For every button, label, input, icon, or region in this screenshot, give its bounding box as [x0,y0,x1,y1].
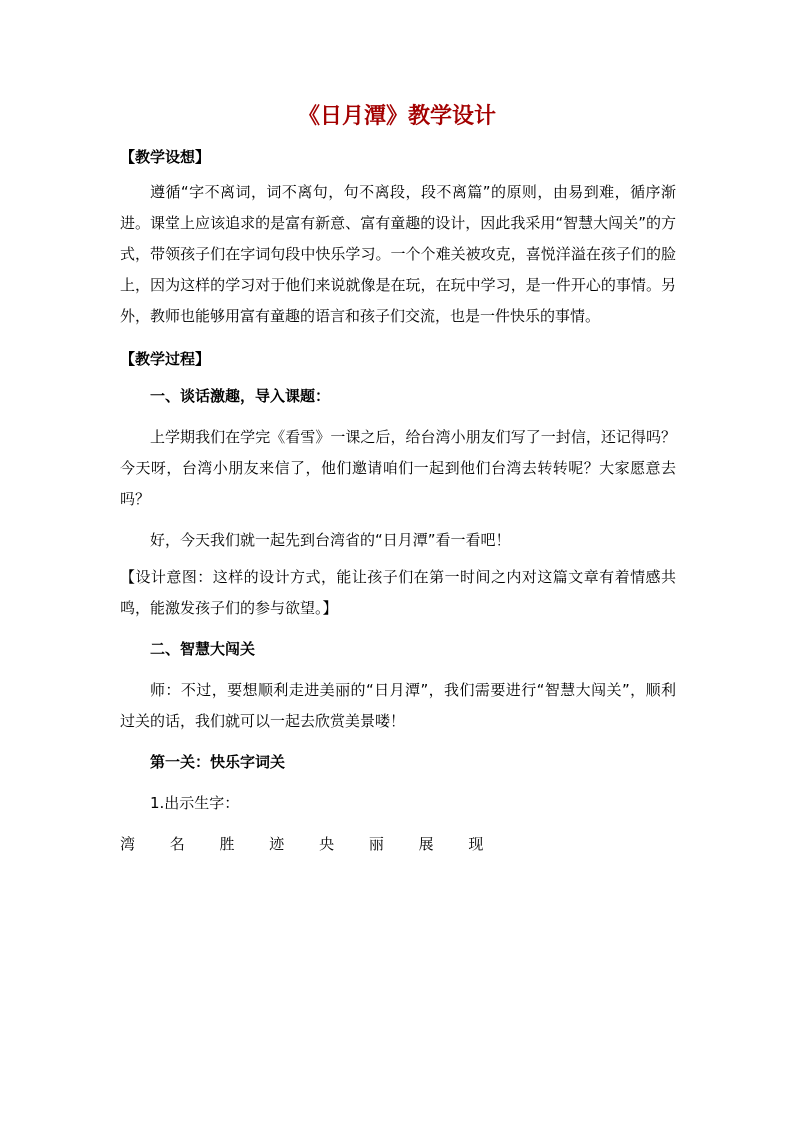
new-characters-list: 湾 名 胜 迹 央 丽 展 现 [120,835,499,853]
design-note: 【设计意图：这样的设计方式，能让孩子们在第一时间之内对这篇文章有着情感共鸣，能激发孩子们的参与欲望。】 [120,568,676,617]
paragraph-introduction-1: 上学期我们在学完《看雪》一课之后，给台湾小朋友们写了一封信，还记得吗？今天呀，台湾小朋友来信了，他们邀请咱们一起到他们台湾去转转呢？大家愿意去吗？ [120,428,676,508]
document-body [120,142,676,860]
step-show-characters: 1.出示生字： [150,794,240,812]
level-heading-1: 第一关：快乐字词关 [150,753,286,771]
part-heading-introduction: 一、谈话激趣，导入课题： [150,387,331,405]
part-heading-challenge: 二、智慧大闯关 [150,640,256,658]
paragraph-challenge: 师：不过，要想顺利走进美丽的“日月潭”，我们需要进行“智慧大闯关”，顺利过关的话，我们就可以一起去欣赏美景喽！ [120,681,676,730]
paragraph-teaching-idea: 遵循“字不离词，词不离句，句不离段，段不离篇”的原则，由易到难，循序渐进。课堂上应该追求的是富有新意、富有童趣的设计，因此我采用“智慧大闯关”的方式，带领孩子们在字词句段中快乐学习。一个个难关被攻克，喜悦洋溢在孩子们的脸上，因为这样的学习对于他们来说就像是在玩，在玩中学习，是一件开心的事情。另外，教师也能够用富有童趣的语言和孩子们交流，也是一件快乐的事情。 [120,183,676,325]
paragraph-introduction-2: 好，今天我们就一起先到台湾省的“日月潭”看一看吧！ [150,531,511,549]
page-title: 《日月潭》教学设计 [297,103,496,129]
section-heading-teaching-process: 【教学过程】 [120,350,211,368]
section-heading-teaching-idea: 【教学设想】 [120,148,211,166]
